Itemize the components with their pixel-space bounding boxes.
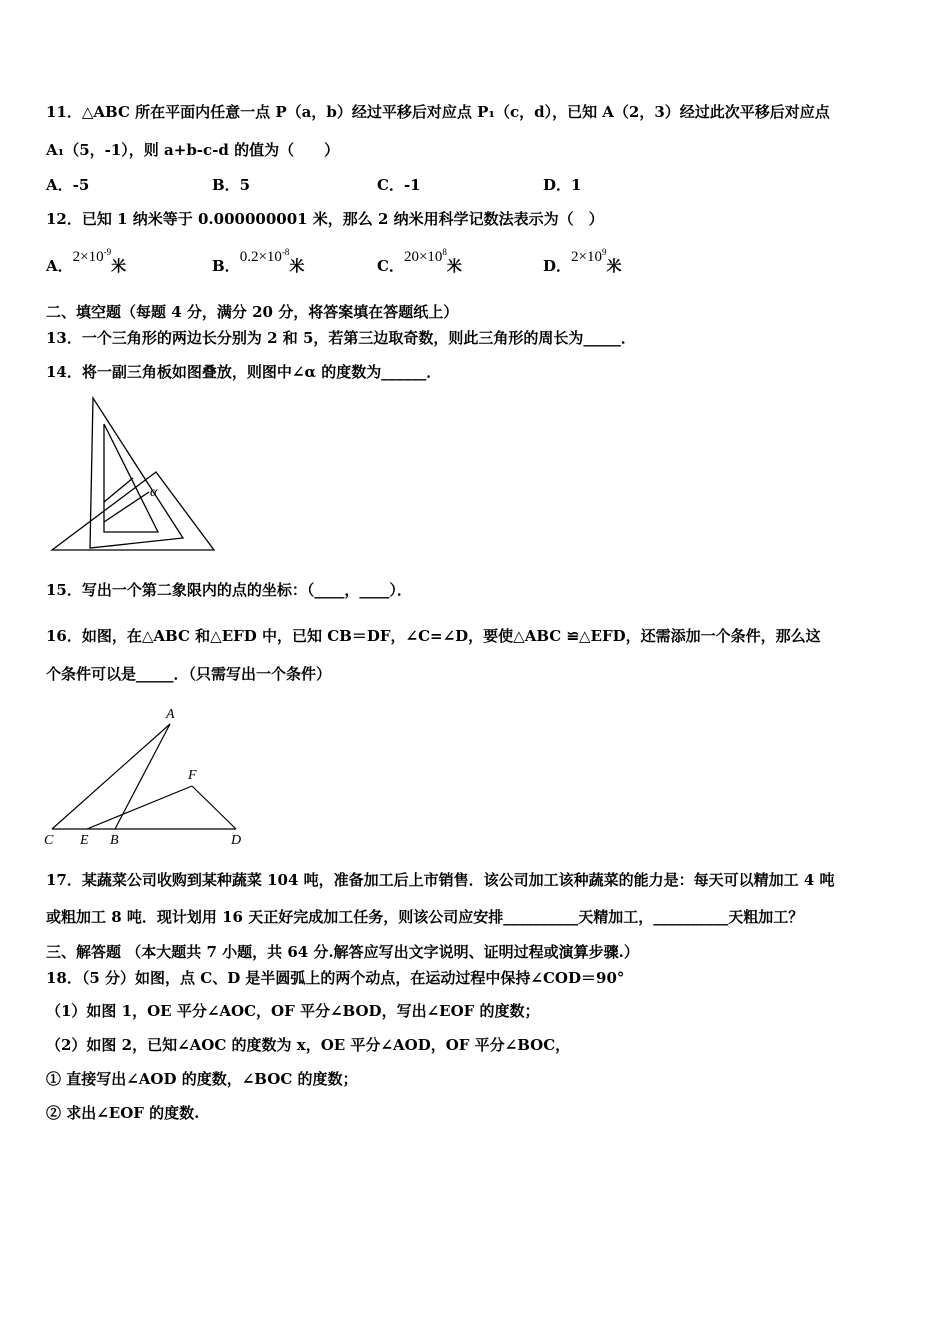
q11-option-c: C．-1: [377, 176, 421, 194]
sci-base: 2×10: [571, 249, 602, 265]
q13-stem: 13．一个三角形的两边长分别为 2 和 5，若第三边取奇数，则此三角形的周长为_____．: [46, 329, 636, 347]
label-d: D: [231, 833, 242, 848]
q18-sub-1: ① 直接写出∠AOD 的度数，∠BOC 的度数；: [46, 1070, 358, 1088]
q11-option-d: D．1: [543, 176, 582, 194]
option-letter: D．: [543, 257, 572, 275]
label-a: A: [166, 707, 175, 722]
option-letter: A．: [46, 257, 73, 275]
label-b: B: [110, 833, 119, 848]
option-letter: C．: [377, 257, 404, 275]
sci-base: 2×10: [72, 249, 104, 265]
segment-ef: [87, 786, 192, 829]
label-e: E: [80, 833, 89, 848]
q18-stem: 18．（5 分）如图，点 C、D 是半圆弧上的两个动点，在运动过程中保持∠COD＝90°: [46, 969, 625, 987]
q16-triangles-figure: [40, 700, 260, 850]
sci-exponent: 9: [601, 247, 607, 257]
q12-option-a: [46, 245, 127, 275]
q18-part-2: （2）如图 2，已知∠AOC 的度数为 x，OE 平分∠AOD，OF 平分∠BOC，: [46, 1036, 571, 1054]
set-square-inner: [104, 424, 158, 532]
unit: 米: [446, 257, 462, 275]
q12-option-c: [377, 245, 462, 275]
label-f: F: [188, 768, 197, 783]
q11-stem-line1: 11．△ABC 所在平面内任意一点 P（a，b）经过平移后对应点 P₁（c，d），已知 A（2，3）经过此次平移后对应点: [46, 103, 830, 121]
segment-ba: [115, 724, 170, 829]
q17-stem-line2: 或粗加工 8 吨．现计划用 16 天正好完成加工任务，则该公司应安排__________天精加工，__________天粗加工？: [46, 908, 804, 926]
sci-base: 0.2×10: [239, 249, 282, 265]
option-letter: B．: [212, 257, 240, 275]
q12-stem: 12．已知 1 纳米等于 0.000000001 米，那么 2 纳米用科学记数法表示为（ ）: [46, 210, 604, 228]
q11-option-a: A．-5: [46, 176, 90, 194]
q18-part-1: （1）如图 1，OE 平分∠AOC，OF 平分∠BOD，写出∠EOF 的度数；: [46, 1002, 540, 1020]
sci-base: 20×10: [403, 249, 443, 265]
unit: 米: [289, 257, 305, 275]
q18-sub-2: ② 求出∠EOF 的度数.: [46, 1104, 200, 1122]
q14-stem: 14．将一副三角板如图叠放，则图中∠α 的度数为______．: [46, 363, 442, 381]
inner-line-1: [104, 478, 133, 502]
sci-exponent: -9: [103, 247, 112, 257]
q15-stem: 15．写出一个第二象限内的点的坐标：（____，____）．: [46, 581, 412, 599]
section-3-heading: 三、解答题 （本大题共 7 小题，共 64 分.解答应写出文字说明、证明过程或演算步骤.）: [46, 943, 639, 961]
set-square-45: [52, 472, 214, 550]
q11-option-b: B．5: [212, 176, 251, 194]
segment-fd: [192, 786, 236, 829]
unit: 米: [111, 257, 127, 275]
q17-stem-line1: 17．某蔬菜公司收购到某种蔬菜 104 吨，准备加工后上市销售．该公司加工该种蔬菜的能力是：每天可以精加工 4 吨: [46, 871, 835, 889]
q16-stem-line2: 个条件可以是_____．（只需写出一个条件）: [46, 665, 332, 683]
segment-ca: [52, 724, 170, 829]
q12-option-d: [543, 245, 622, 275]
sci-exponent: -8: [281, 247, 290, 257]
label-c: C: [44, 833, 54, 848]
q12-option-b: [212, 245, 305, 275]
section-2-heading: 二、填空题（每题 4 分，满分 20 分，将答案填在答题纸上）: [46, 303, 459, 321]
q11-stem-line2: A₁（5，-1），则 a+b-c-d 的值为（ ）: [46, 141, 340, 159]
q14-triangle-figure: [46, 392, 221, 557]
unit: 米: [606, 257, 622, 275]
alpha-label: α: [150, 485, 158, 500]
sci-exponent: 8: [442, 247, 447, 257]
q16-stem-line1: 16．如图，在△ABC 和△EFD 中，已知 CB＝DF，∠C=∠D，要使△ABC ≌△EFD，还需添加一个条件，那么这: [46, 627, 821, 645]
